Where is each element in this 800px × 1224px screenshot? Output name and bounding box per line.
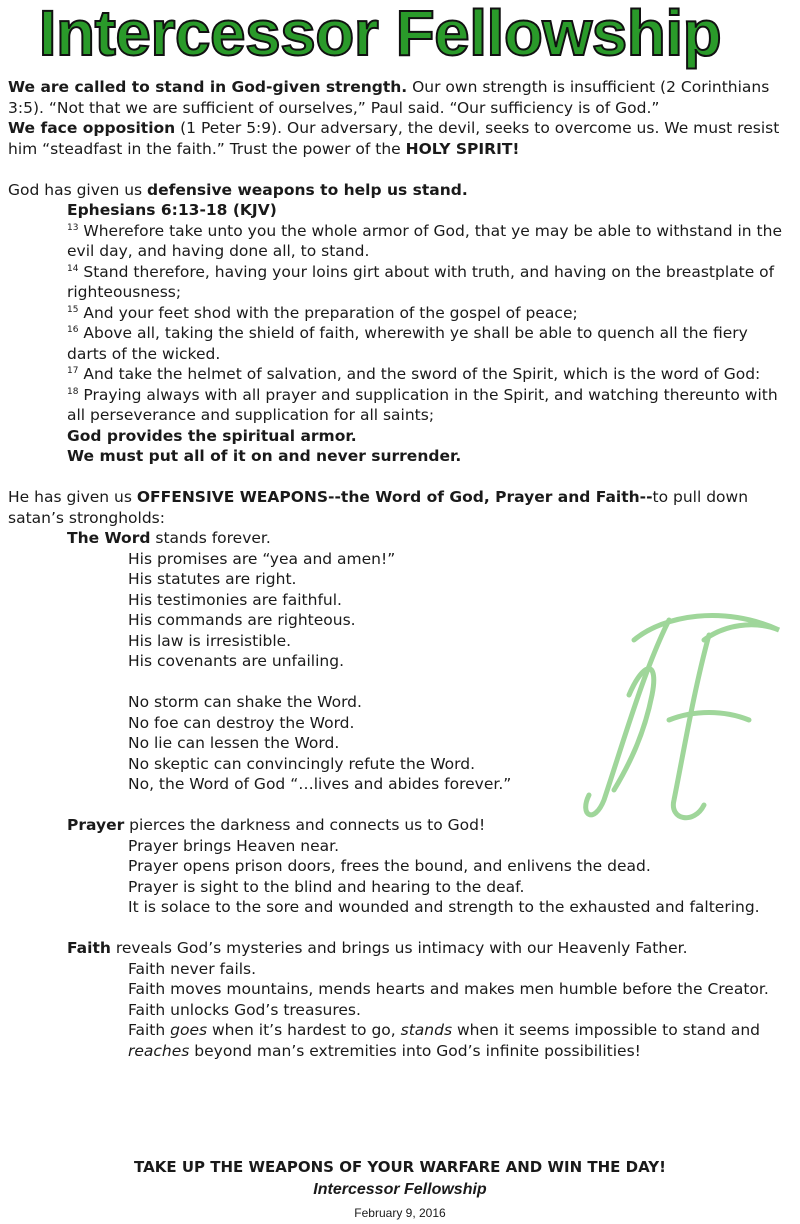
footer-date: February 9, 2016 [354,1206,446,1220]
word-line: His commands are righteous. [128,611,356,629]
offensive-lead: He has given us OFFENSIVE WEAPONS--the Word of God, Prayer and Faith--to pull down satan’s strongholds: [8,488,749,527]
verse-14: $^{14}$ Stand therefore, having your loins girt about with truth, and having on the breastplate of righteousness; [67,262,775,301]
prayer-line: Prayer is sight to the blind and hearing to the deaf. [128,877,525,896]
closing-call: TAKE UP THE WEAPONS OF YOUR WARFARE AND WIN THE DAY! [134,1158,666,1176]
svg-text:IF: IF [574,586,588,604]
faith-line: Faith moves mountains, mends hearts and makes men humble before the Creator. [128,980,769,998]
page-title: Intercessor Fellowship [38,0,722,69]
defensive-lead: God has given us defensive weapons to help us stand. [8,180,468,199]
prayer-line: It is solace to the sore and wounded and strength to the exhausted and faltering. [128,898,760,916]
armor-statement: God provides the spiritual armor. [67,426,357,445]
word-line: No storm can shake the Word. [128,693,362,711]
word-line: No lie can lessen the Word. [128,734,340,752]
verse-15: $^{15}$ And your feet shod with the preparation of the gospel of peace; [67,303,578,322]
word-line: No, the Word of God “…lives and abides forever.” [128,775,512,793]
surrender-statement: We must put all of it on and never surrender. [67,447,462,465]
prayer-line: Prayer brings Heaven near. [128,836,340,855]
faith-line-final: Faith goes when it’s hardest to go, stands when it seems impossible to stand and reaches beyond man’s extremities into God’s infinite possibilities! [128,1021,761,1060]
verse-18: $^{18}$ Praying always with all prayer and supplication in the Spirit, and watching thereunto with all perseverance and supplication for all saints; [67,385,778,424]
faith-heading: Faith reveals God’s mysteries and brings us intimacy with our Heavenly Father. [67,939,688,957]
footer-organization: Intercessor Fellowship [313,1181,487,1198]
document-body [8,77,792,1061]
scripture-reference: Ephesians 6:13-18 (KJV) [67,201,277,219]
word-line: His law is irresistible. [128,631,292,650]
verse-17: $^{17}$ And take the helmet of salvation, and the sword of the Spirit, which is the word of God: [67,365,761,383]
verse-13: $^{13}$ Wherefore take unto you the whole armor of God, that ye may be able to withstand in the evil day, and having done all, to stand. [67,221,782,260]
word-line: His promises are “yea and amen!” [128,549,396,568]
faith-line: Faith never fails. [128,959,257,978]
intro-paragraph-opposition: We face opposition (1 Peter 5:9). Our adversary, the devil, seeks to overcome us. We must resist him “steadfast in the faith.” Trust the power of the HOLY SPIRIT! [8,119,780,158]
faith-line: Faith unlocks God’s treasures. [128,1000,361,1019]
word-line: His testimonies are faithful. [128,590,342,609]
intro-paragraph-strength: We are called to stand in God-given strength. Our own strength is insufficient (2 Corinthians 3:5). “Not that we are sufficient of ourselves,” Paul said. “Our sufficiency is of God.” [8,78,770,117]
verse-16: $^{16}$ Above all, taking the shield of faith, wherewith ye shall be able to quench all the fiery darts of the wicked. [67,324,748,363]
prayer-line: Prayer opens prison doors, frees the bound, and enlivens the dead. [128,857,651,875]
prayer-heading: Prayer pierces the darkness and connects us to God! [67,816,486,834]
word-heading: The Word stands forever. [67,529,271,547]
word-line: His statutes are right. [128,570,297,588]
word-line: No skeptic can convincingly refute the Word. [128,754,476,773]
word-line: No foe can destroy the Word. [128,713,355,732]
word-line: His covenants are unfailing. [128,652,345,670]
